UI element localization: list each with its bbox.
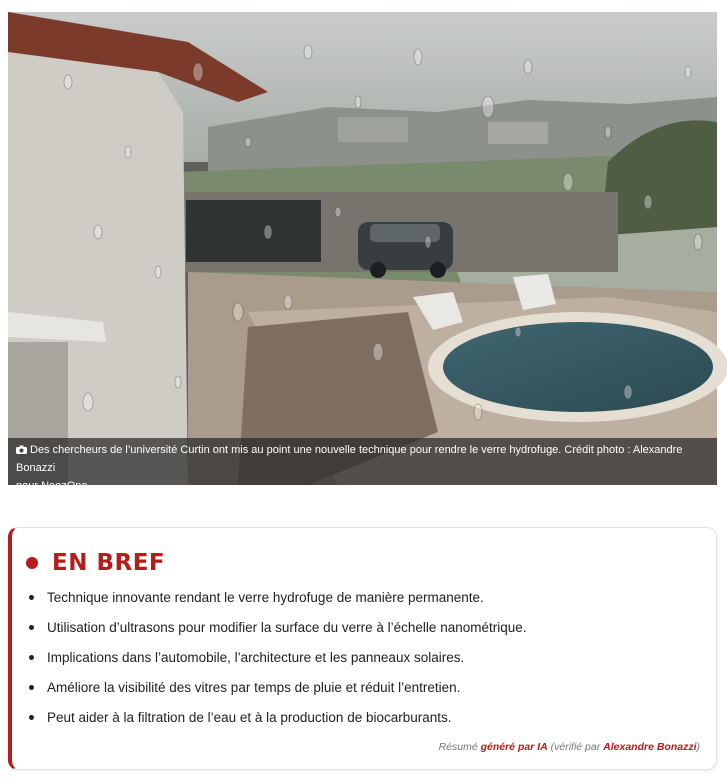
credit-prefix: Résumé: [438, 741, 481, 753]
bullet-icon: [29, 715, 34, 720]
summary-title: EN BREF: [52, 550, 166, 576]
summary-heading: [26, 548, 165, 578]
list-item-text: Implications dans l’automobile, l’architecture et les panneaux solaires.: [47, 650, 465, 665]
list-item-text: Technique innovante rendant le verre hydrofuge de manière permanente.: [47, 590, 484, 605]
credit-middle: (vérifié par: [547, 741, 604, 753]
list-item: [28, 648, 527, 678]
list-item-text: Utilisation d’ultrasons pour modifier la surface du verre à l’échelle nanométrique.: [47, 620, 527, 635]
camera-icon: [16, 445, 27, 454]
credit-generated: généré par IA: [480, 741, 548, 753]
article-figure: [8, 12, 717, 492]
bullet-icon: [29, 595, 34, 600]
summary-card: [8, 527, 717, 770]
red-dot-icon: [26, 557, 38, 569]
summary-list: [28, 588, 527, 738]
bullet-icon: [29, 685, 34, 690]
list-item: [28, 618, 527, 648]
ai-summary-credit: [439, 741, 700, 753]
caption-text-line2: pour NeozOne: [16, 480, 88, 492]
credit-suffix: ): [696, 741, 700, 753]
caption-text-line1: Des chercheurs de l’université Curtin ont mis au point une nouvelle technique pour rendre le verre hydrofuge. Crédit photo : Alexandre Bonazzi: [16, 444, 683, 474]
list-item: [28, 588, 527, 618]
photo-caption: [8, 438, 717, 492]
rainy-window-photo: [8, 12, 717, 485]
list-item-text: Peut aider à la filtration de l’eau et à la production de biocarburants.: [47, 710, 452, 725]
list-item: [28, 678, 527, 708]
credit-author-link[interactable]: Alexandre Bonazzi: [603, 741, 697, 753]
list-item-text: Améliore la visibilité des vitres par temps de pluie et réduit l’entretien.: [47, 680, 461, 695]
list-item: [28, 708, 527, 738]
bullet-icon: [29, 655, 34, 660]
bullet-icon: [29, 625, 34, 630]
